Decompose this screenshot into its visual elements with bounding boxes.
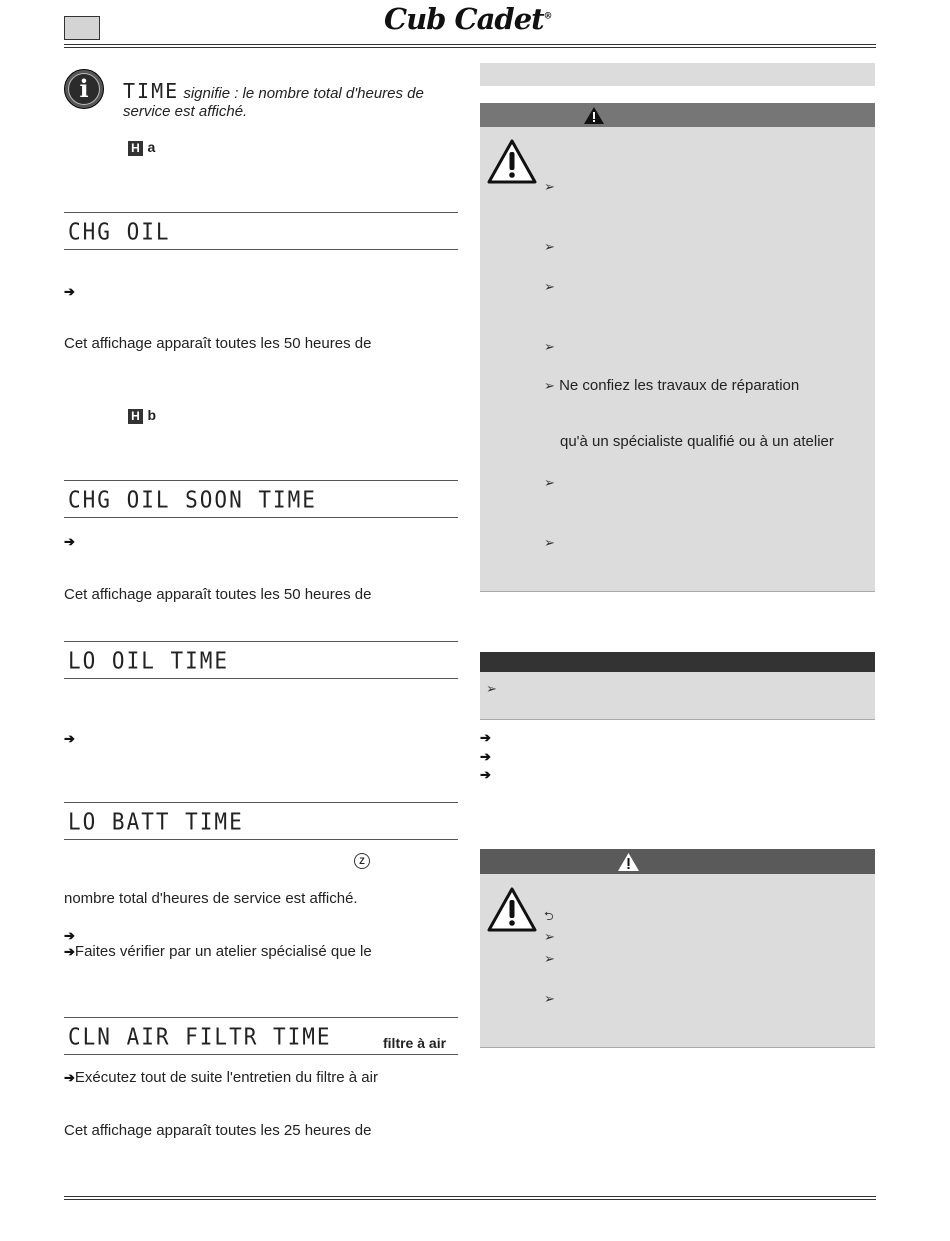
paragraph: Cet affichage apparaît toutes les 50 heures de [64, 335, 372, 352]
h-badge-icon: H [128, 409, 143, 424]
footer-rule [64, 1196, 876, 1197]
header-rule [64, 44, 876, 45]
bullet-icon: ➢ [544, 991, 555, 1006]
bullet-icon: ➢ [486, 681, 497, 696]
footer-rule [64, 1199, 876, 1200]
bullet-icon: ➢ [544, 929, 555, 944]
cub-cadet-logo: Cub Cadet® [384, 2, 552, 36]
warning-triangle-icon [486, 886, 538, 933]
arrow-icon: ➔ [64, 534, 75, 549]
list-item: ➢ Ne confiez les travaux de réparation [544, 377, 800, 394]
return-icon: ⮌ [544, 909, 554, 923]
lcd-display-cln-air-filtr: CLN AIR FILTR TIME [64, 1017, 458, 1055]
arrow-icon: ➔ [480, 730, 491, 745]
bullet-icon: ➢ [544, 475, 555, 490]
page-number-box [64, 16, 100, 40]
lcd-display-chg-oil: CHG OIL [64, 212, 458, 250]
bullet-icon: ➢ [544, 378, 555, 393]
arrow-icon: ➔ [64, 928, 75, 943]
warning-triangle-icon [486, 138, 538, 185]
side-label: filtre à air [383, 1035, 447, 1051]
section-heading-bar [480, 63, 875, 86]
notice-header-bar [480, 652, 875, 672]
paragraph: nombre total d'heures de service est affiché. [64, 890, 358, 907]
warning-header-bar [480, 849, 875, 874]
info-icon: i [64, 69, 104, 109]
arrow-paragraph: ➔Exécutez tout de suite l'entretien du filtre à air [64, 1069, 378, 1086]
warning-triangle-icon [618, 853, 639, 871]
paragraph: Cet affichage apparaît toutes les 50 heures de [64, 586, 372, 603]
list-item-continuation: qu'à un spécialiste qualifié ou à un atelier [560, 433, 834, 450]
time-note [123, 79, 453, 121]
h-badge-icon: H [128, 141, 143, 156]
bullet-icon: ➢ [544, 951, 555, 966]
lcd-display-lo-batt: LO BATT TIME [64, 802, 458, 840]
hour-meter-icon: Z [354, 853, 370, 869]
warning-box [480, 127, 875, 592]
arrow-paragraph: ➔Faites vérifier par un atelier spécialisé que le [64, 943, 372, 960]
arrow-icon: ➔ [64, 944, 75, 959]
lcd-display-lo-oil: LO OIL TIME [64, 641, 458, 679]
bullet-icon: ➢ [544, 535, 555, 550]
warning-box [480, 874, 875, 1048]
bullet-icon: ➢ [544, 279, 555, 294]
bullet-icon: ➢ [544, 339, 555, 354]
notice-box [480, 672, 875, 720]
arrow-icon: ➔ [64, 284, 75, 299]
arrow-icon: ➔ [480, 767, 491, 782]
arrow-icon: ➔ [64, 1070, 75, 1085]
paragraph: Cet affichage apparaît toutes les 25 heures de [64, 1122, 372, 1139]
lcd-text: TIME [123, 79, 180, 103]
arrow-icon: ➔ [480, 749, 491, 764]
header-rule [64, 47, 876, 48]
h-reference-a: H a [128, 139, 155, 157]
h-reference-b: H b [128, 407, 156, 425]
time-note-text: signifie : le nombre total d'heures de service est affiché. [123, 85, 424, 120]
lcd-display-chg-oil-soon: CHG OIL SOON TIME [64, 480, 458, 518]
bullet-icon: ➢ [544, 239, 555, 254]
warning-triangle-icon [584, 107, 604, 124]
warning-header-bar [480, 103, 875, 127]
bullet-icon: ➢ [544, 179, 555, 194]
arrow-icon: ➔ [64, 731, 75, 746]
